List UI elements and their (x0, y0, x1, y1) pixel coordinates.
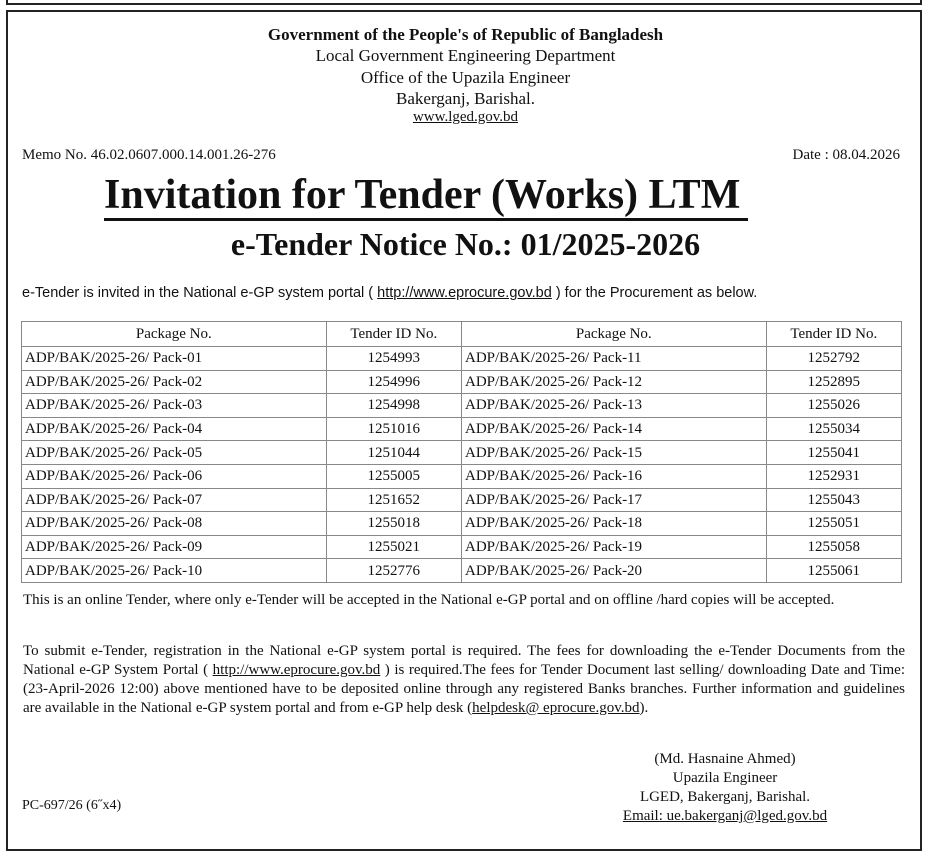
signatory-designation: Upazila Engineer (672, 770, 778, 786)
tender-id-cell: 1255041 (766, 441, 901, 465)
signatory-email-link[interactable]: Email: ue.bakerganj@lged.gov.bd (622, 808, 828, 824)
tender-id-cell: 1254996 (326, 370, 461, 394)
table-row (22, 559, 902, 583)
memo-number: Memo No. 46.02.0607.000.14.001.26-276 (22, 147, 276, 163)
instructions-part3: ). (639, 700, 649, 716)
tender-id-cell: 1255043 (766, 488, 901, 512)
header-location: Bakerganj, Barishal. (396, 89, 535, 108)
tender-id-cell: 1255051 (766, 512, 901, 536)
header-government: Government of the People's of Republic of Bangladesh (267, 25, 664, 44)
tender-id-cell: 1251016 (326, 417, 461, 441)
table-row (22, 370, 902, 394)
intro-after: ) for the Procurement as below. (551, 285, 758, 301)
column-header: Package No. (461, 322, 766, 347)
package-no-cell: ADP/BAK/2025-26/ Pack-20 (461, 559, 766, 583)
tender-id-cell: 1255021 (326, 535, 461, 559)
package-no-cell: ADP/BAK/2025-26/ Pack-13 (461, 394, 766, 418)
table-row (22, 488, 902, 512)
column-header: Tender ID No. (326, 322, 461, 347)
eprocure-link[interactable]: http://www.eprocure.gov.bd (377, 285, 552, 301)
column-header: Package No. (22, 322, 327, 347)
package-no-cell: ADP/BAK/2025-26/ Pack-01 (22, 347, 327, 371)
tender-id-cell: 1252792 (766, 347, 901, 371)
tender-id-cell: 1255058 (766, 535, 901, 559)
tender-id-cell: 1255005 (326, 464, 461, 488)
package-no-cell: ADP/BAK/2025-26/ Pack-17 (461, 488, 766, 512)
intro-text (22, 285, 757, 301)
tender-id-cell: 1254998 (326, 394, 461, 418)
table-row (22, 464, 902, 488)
tender-id-cell: 1251652 (326, 488, 461, 512)
package-no-cell: ADP/BAK/2025-26/ Pack-06 (22, 464, 327, 488)
instructions-part2: ) is required.The fees for Tender Document last selling/ downloading Date and Time: (23-April-2026 12:00) above mentioned have to be deposited online through any registered Banks branches. Further information and guidelines are available in the National e-GP system portal and from e-GP help desk ( (23, 662, 906, 716)
notice-number: e-Tender Notice No.: 01/2025-2026 (230, 226, 701, 262)
package-no-cell: ADP/BAK/2025-26/ Pack-08 (22, 512, 327, 536)
package-no-cell: ADP/BAK/2025-26/ Pack-11 (461, 347, 766, 371)
instructions-part1: To submit e-Tender, registration in the National e-GP system portal is required. The fees for downloading the e-Tender Documents from the National e-GP System Portal ( (23, 643, 905, 678)
column-header: Tender ID No. (766, 322, 901, 347)
table-row (22, 347, 902, 371)
tender-id-cell: 1252931 (766, 464, 901, 488)
package-no-cell: ADP/BAK/2025-26/ Pack-09 (22, 535, 327, 559)
table-row (22, 394, 902, 418)
package-no-cell: ADP/BAK/2025-26/ Pack-14 (461, 417, 766, 441)
table-body (22, 347, 902, 583)
package-no-cell: ADP/BAK/2025-26/ Pack-05 (22, 441, 327, 465)
package-no-cell: ADP/BAK/2025-26/ Pack-16 (461, 464, 766, 488)
header-office: Office of the Upazila Engineer (360, 68, 571, 87)
package-no-cell: ADP/BAK/2025-26/ Pack-02 (22, 370, 327, 394)
tender-id-cell: 1255034 (766, 417, 901, 441)
package-no-cell: ADP/BAK/2025-26/ Pack-07 (22, 488, 327, 512)
signatory-name: (Md. Hasnaine Ahmed) (654, 751, 796, 767)
intro-before: e-Tender is invited in the National e-GP system portal ( (22, 285, 378, 301)
tender-id-cell: 1255026 (766, 394, 901, 418)
package-no-cell: ADP/BAK/2025-26/ Pack-19 (461, 535, 766, 559)
page-title: Invitation for Tender (Works) LTM (104, 172, 748, 221)
package-no-cell: ADP/BAK/2025-26/ Pack-18 (461, 512, 766, 536)
table-row (22, 512, 902, 536)
package-no-cell: ADP/BAK/2025-26/ Pack-03 (22, 394, 327, 418)
tender-id-cell: 1251044 (326, 441, 461, 465)
tender-id-cell: 1254993 (326, 347, 461, 371)
tender-id-cell: 1255018 (326, 512, 461, 536)
tender-id-cell: 1252776 (326, 559, 461, 583)
header-department: Local Government Engineering Department (315, 46, 616, 65)
online-tender-note: This is an online Tender, where only e-Tender will be accepted in the National e-GP portal and on offline /hard copies will be accepted. (23, 592, 835, 608)
eprocure-link-2[interactable]: http://www.eprocure.gov.bd (212, 662, 381, 678)
tender-table (21, 321, 902, 583)
package-no-cell: ADP/BAK/2025-26/ Pack-12 (461, 370, 766, 394)
tender-id-cell: 1255061 (766, 559, 901, 583)
package-no-cell: ADP/BAK/2025-26/ Pack-15 (461, 441, 766, 465)
table-row (22, 417, 902, 441)
tender-id-cell: 1252895 (766, 370, 901, 394)
table-row (22, 535, 902, 559)
table-header-row (22, 322, 902, 347)
top-border (6, 0, 922, 5)
package-no-cell: ADP/BAK/2025-26/ Pack-10 (22, 559, 327, 583)
notice-date: Date : 08.04.2026 (792, 147, 900, 163)
table-row (22, 441, 902, 465)
registration-instructions (23, 642, 905, 718)
package-no-cell: ADP/BAK/2025-26/ Pack-04 (22, 417, 327, 441)
signatory-office: LGED, Bakerganj, Barishal. (639, 789, 811, 805)
header-website-link[interactable]: www.lged.gov.bd (412, 109, 519, 125)
pc-code: PC-697/26 (6˝x4) (22, 798, 122, 813)
helpdesk-email-link[interactable]: helpdesk@ eprocure.gov.bd (472, 700, 640, 716)
